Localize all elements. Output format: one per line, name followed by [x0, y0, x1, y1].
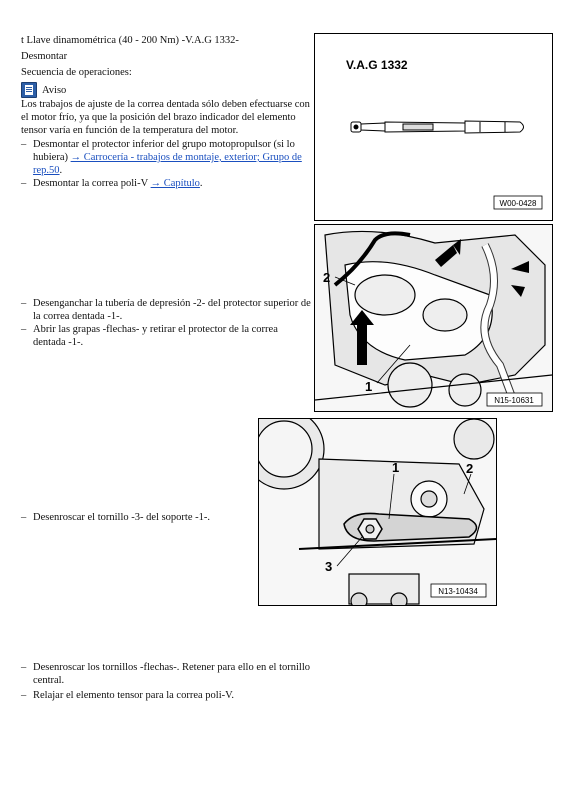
- step-text: Desmontar el protector inferior del grupo motopropulsor (si lo hubiera): [33, 139, 295, 163]
- figure-code: W00-0428: [499, 199, 537, 208]
- notice-text: Los trabajos de ajuste de la correa dentada sólo deben efectuarse con el motor frío, ya que la posición del brazo indicador del elemento tensor varía en función de la temperatura del motor.: [21, 99, 310, 136]
- figure-torque-wrench: [314, 33, 553, 221]
- step-text: Desenroscar los tornillos -flechas-. Retener para ello en el tornillo central.: [33, 662, 310, 686]
- figure-code: N13-10434: [438, 587, 478, 596]
- bracket-bolt-drawing: [259, 419, 496, 605]
- step-relax-tensioner: – Relajar el elemento tensor para la correa poli-V.: [21, 690, 234, 701]
- step-open-clips: – Abrir las grapas -flechas- y retirar el protector de la correa dentada -1-.: [21, 324, 278, 348]
- belt-guard-drawing: [315, 225, 552, 411]
- callout-2: 2: [466, 461, 474, 476]
- section-title: Desmontar: [21, 51, 68, 62]
- wrench-handle: [465, 121, 524, 133]
- link-chapter[interactable]: → Capítulo: [150, 178, 200, 189]
- callout-1: 1: [365, 379, 373, 394]
- callout-3: 3: [325, 559, 333, 574]
- step-unscrew-bolt-3: – Desenroscar el tornillo -3- del soporte -1-.: [21, 512, 210, 523]
- step-text: Abrir las grapas -flechas- y retirar el protector de la correa dentada -1-.: [33, 324, 278, 348]
- notice-label: Aviso: [42, 85, 67, 96]
- step-text: Desmontar la correa poli-V: [33, 178, 151, 189]
- figure-code: N15-10631: [494, 396, 534, 405]
- step-unhook-vacuum-line: – Desenganchar la tubería de depresión -2- del protector superior de la correa dentada -1-.: [21, 298, 311, 322]
- note-icon: [21, 82, 37, 98]
- figure-bracket-bolt: [258, 418, 497, 606]
- step-text: Desenganchar la tubería de depresión -2- del protector superior de la correa dentada -1-.: [33, 298, 311, 322]
- sequence-label: Secuencia de operaciones:: [21, 67, 132, 78]
- callout-1: 1: [392, 460, 400, 475]
- step-text: Desenroscar el tornillo -3- del soporte -1-.: [33, 512, 210, 523]
- figure-belt-guard: [314, 224, 553, 412]
- link-body-repair-group-50[interactable]: → Carrocería - trabajos de montaje, exterior; Grupo de rep.50: [33, 152, 302, 176]
- step-remove-poly-v-belt: – Desmontar la correa poli-V → Capítulo.: [21, 178, 203, 189]
- callout-2: 2: [323, 270, 331, 285]
- step-unscrew-bolts-arrows: – Desenroscar los tornillos -flechas-. Retener para ello en el tornillo central.: [21, 662, 310, 686]
- step-text: Relajar el elemento tensor para la correa poli-V.: [33, 690, 234, 701]
- step-remove-underbody-guard: – Desmontar el protector inferior del grupo motopropulsor (si lo hubiera) → Carrocería - trabajos de montaje, exterior; Grupo de rep.50.: [21, 139, 302, 176]
- figure-title: V.A.G 1332: [346, 58, 408, 72]
- torque-wrench-drawing: [315, 34, 552, 220]
- tool-line: t Llave dinamométrica (40 - 200 Nm) -V.A.G 1332-: [21, 35, 239, 46]
